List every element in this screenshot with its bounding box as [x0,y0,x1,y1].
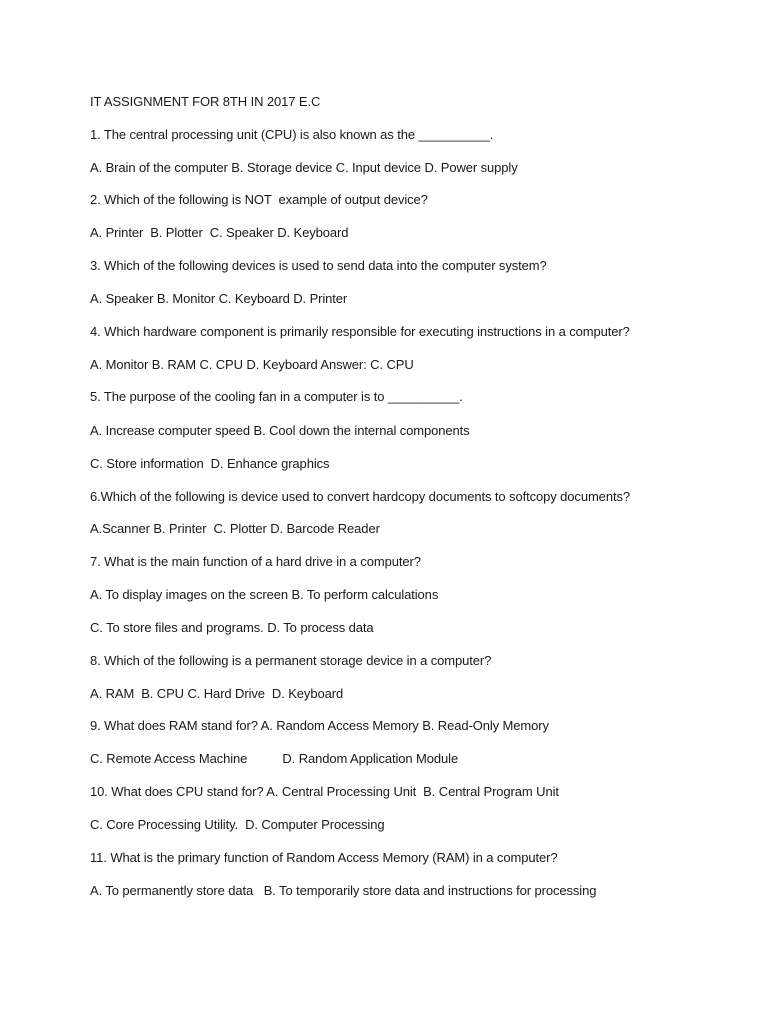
options-8: A. RAM B. CPU C. Hard Drive D. Keyboard [90,686,344,701]
document-title: IT ASSIGNMENT FOR 8TH IN 2017 E.C [90,94,321,109]
options-11: A. To permanently store data B. To temporarily store data and instructions for processing [90,883,597,898]
options-6: A.Scanner B. Printer C. Plotter D. Barcode Reader [90,521,380,536]
options-7b: C. To store files and programs. D. To process data [90,620,374,635]
question-9: 9. What does RAM stand for? A. Random Access Memory B. Read-Only Memory [90,718,549,733]
question-11: 11. What is the primary function of Random Access Memory (RAM) in a computer? [90,850,558,865]
question-2: 2. Which of the following is NOT example of output device? [90,192,428,207]
question-3: 3. Which of the following devices is used to send data into the computer system? [90,258,547,273]
options-1: A. Brain of the computer B. Storage device C. Input device D. Power supply [90,160,518,175]
question-10: 10. What does CPU stand for? A. Central Processing Unit B. Central Program Unit [90,784,559,799]
question-1: 1. The central processing unit (CPU) is also known as the __________. [90,127,494,142]
options-3: A. Speaker B. Monitor C. Keyboard D. Printer [90,291,348,306]
question-8: 8. Which of the following is a permanent storage device in a computer? [90,653,492,668]
question-6: 6.Which of the following is device used to convert hardcopy documents to softcopy documents? [90,489,630,504]
question-5: 5. The purpose of the cooling fan in a computer is to __________. [90,389,463,404]
options-2: A. Printer B. Plotter C. Speaker D. Keyboard [90,225,349,240]
options-4: A. Monitor B. RAM C. CPU D. Keyboard Answer: C. CPU [90,357,414,372]
options-5b: C. Store information D. Enhance graphics [90,456,330,471]
options-5a: A. Increase computer speed B. Cool down the internal components [90,423,470,438]
question-7: 7. What is the main function of a hard drive in a computer? [90,554,421,569]
options-7a: A. To display images on the screen B. To perform calculations [90,587,439,602]
question-4: 4. Which hardware component is primarily responsible for executing instructions in a computer? [90,324,630,339]
options-10: C. Core Processing Utility. D. Computer Processing [90,817,385,832]
options-9: C. Remote Access Machine D. Random Application Module [90,751,459,766]
